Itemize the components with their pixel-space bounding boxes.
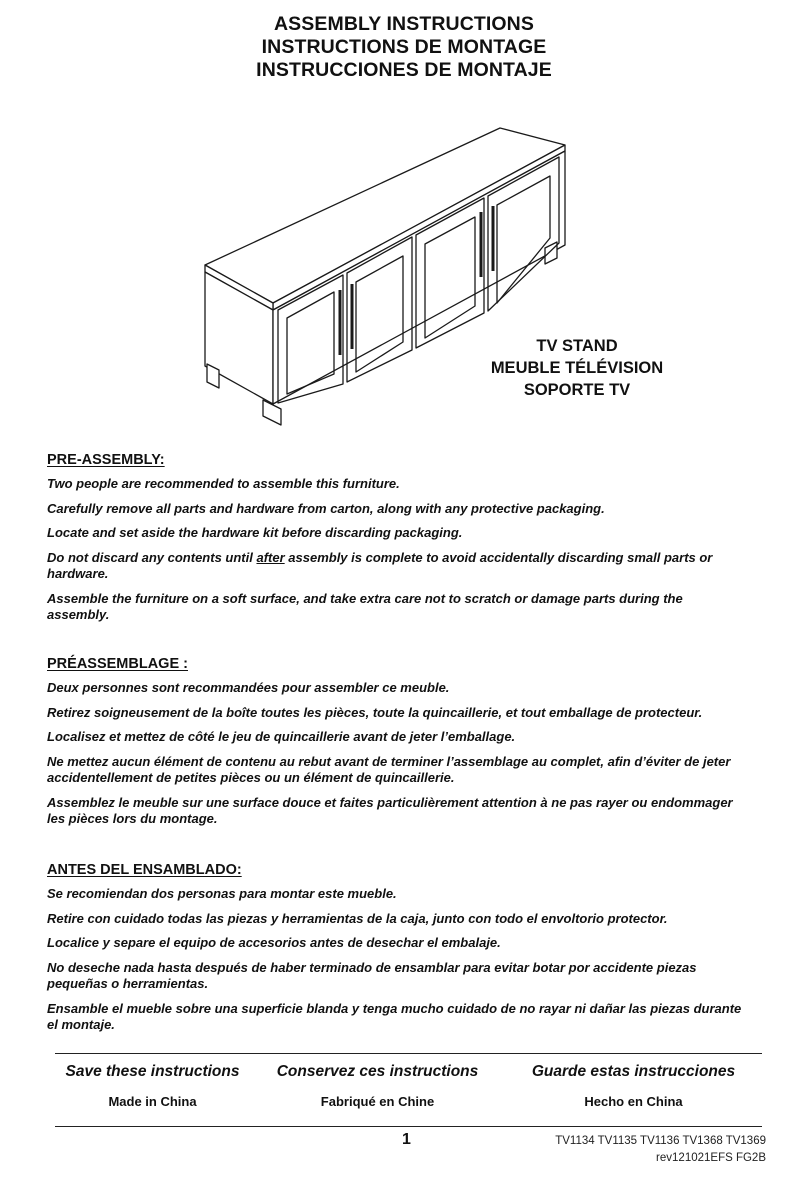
emphasized-word: after xyxy=(256,549,285,565)
pre-assembly-spanish-section xyxy=(47,860,747,1042)
section-heading: PRÉASSEMBLAGE : xyxy=(47,656,188,672)
instruction-paragraph: Ensamble el mueble sobre una superficie blanda y tenga mucho cuidado de no rayar ni dañar las piezas durante el montaje. xyxy=(47,1000,742,1032)
instruction-paragraph: Localice y separe el equipo de accesorios antes de desechar el embalaje. xyxy=(47,935,501,950)
document-title-block xyxy=(0,13,808,82)
made-in-french: Fabriqué en Chine xyxy=(320,1094,435,1109)
text-run: assembly is complete to avoid accidentally discarding small parts or hardware. xyxy=(47,549,713,581)
instruction-paragraph: Assemblez le meuble sur une surface douce et faites particulièrement attention à ne pas rayer ou endommager les pièces lors du montage. xyxy=(47,794,733,826)
footer-divider-bottom xyxy=(55,1126,762,1127)
made-in-spanish: Hecho en China xyxy=(584,1094,683,1109)
title-spanish: INSTRUCCIONES DE MONTAJE xyxy=(256,59,552,81)
instruction-paragraph: Locate and set aside the hardware kit before discarding packaging. xyxy=(47,525,463,540)
instruction-paragraph: Retire con cuidado todas las piezas y herramientas de la caja, junto con todo el envoltorio protector. xyxy=(47,910,668,926)
instruction-paragraph: Assemble the furniture on a soft surface, and take extra care not to scratch or damage parts during the assembly. xyxy=(47,590,683,622)
instruction-paragraph: Deux personnes sont recommandées pour assembler ce meuble. xyxy=(47,680,450,695)
pre-assembly-french-section xyxy=(47,654,747,836)
instruction-paragraph: No deseche nada hasta después de haber terminado de ensamblar para evitar botar por accidente piezas pequeñas o herramientas. xyxy=(47,959,697,991)
product-name-french: MEUBLE TÉLÉVISION xyxy=(490,359,664,377)
title-english: ASSEMBLY INSTRUCTIONS xyxy=(274,13,534,35)
section-heading: ANTES DEL ENSAMBLADO: xyxy=(47,862,242,878)
save-instructions-english: Save these instructions xyxy=(65,1063,240,1080)
save-instructions-french: Conservez ces instructions xyxy=(276,1063,479,1080)
instruction-paragraph: Retirez soigneusement de la boîte toutes les pièces, toute la quincaillerie, et tout emballage de protecteur. xyxy=(47,704,703,720)
product-name-spanish: SOPORTE TV xyxy=(523,381,631,399)
pre-assembly-english-section xyxy=(47,450,747,632)
instruction-paragraph: Carefully remove all parts and hardware from carton, along with any protective packaging. xyxy=(47,500,605,516)
save-instructions-row xyxy=(55,1062,762,1082)
instruction-paragraph xyxy=(47,550,747,583)
section-heading: PRE-ASSEMBLY: xyxy=(47,452,165,468)
revision-code: rev121021EFS FG2B xyxy=(656,1152,766,1164)
made-in-english: Made in China xyxy=(108,1094,197,1109)
title-french: INSTRUCTIONS DE MONTAGE xyxy=(261,36,547,58)
save-instructions-spanish: Guarde estas instrucciones xyxy=(531,1063,736,1080)
product-name-block xyxy=(472,335,682,401)
text-run: Do not discard any contents until xyxy=(47,549,257,565)
product-name-english: TV STAND xyxy=(536,337,618,355)
instruction-paragraph: Se recomiendan dos personas para montar este mueble. xyxy=(47,886,397,901)
instruction-paragraph: Ne mettez aucun élément de contenu au rebut avant de terminer l’assemblage au complet, afin d’éviter de jeter accidentellement de petites pièces ou un élément de quincaillerie. xyxy=(47,753,731,785)
instruction-paragraph: Localisez et mettez de côté le jeu de quincaillerie avant de jeter l’emballage. xyxy=(47,729,516,744)
model-info xyxy=(555,1133,766,1167)
made-in-row xyxy=(55,1094,762,1110)
footer-divider-top xyxy=(55,1053,762,1054)
model-numbers: TV1134 TV1135 TV1136 TV1368 TV1369 xyxy=(555,1135,766,1147)
instruction-paragraph: Two people are recommended to assemble this furniture. xyxy=(47,476,400,491)
page-number: 1 xyxy=(402,1131,411,1148)
